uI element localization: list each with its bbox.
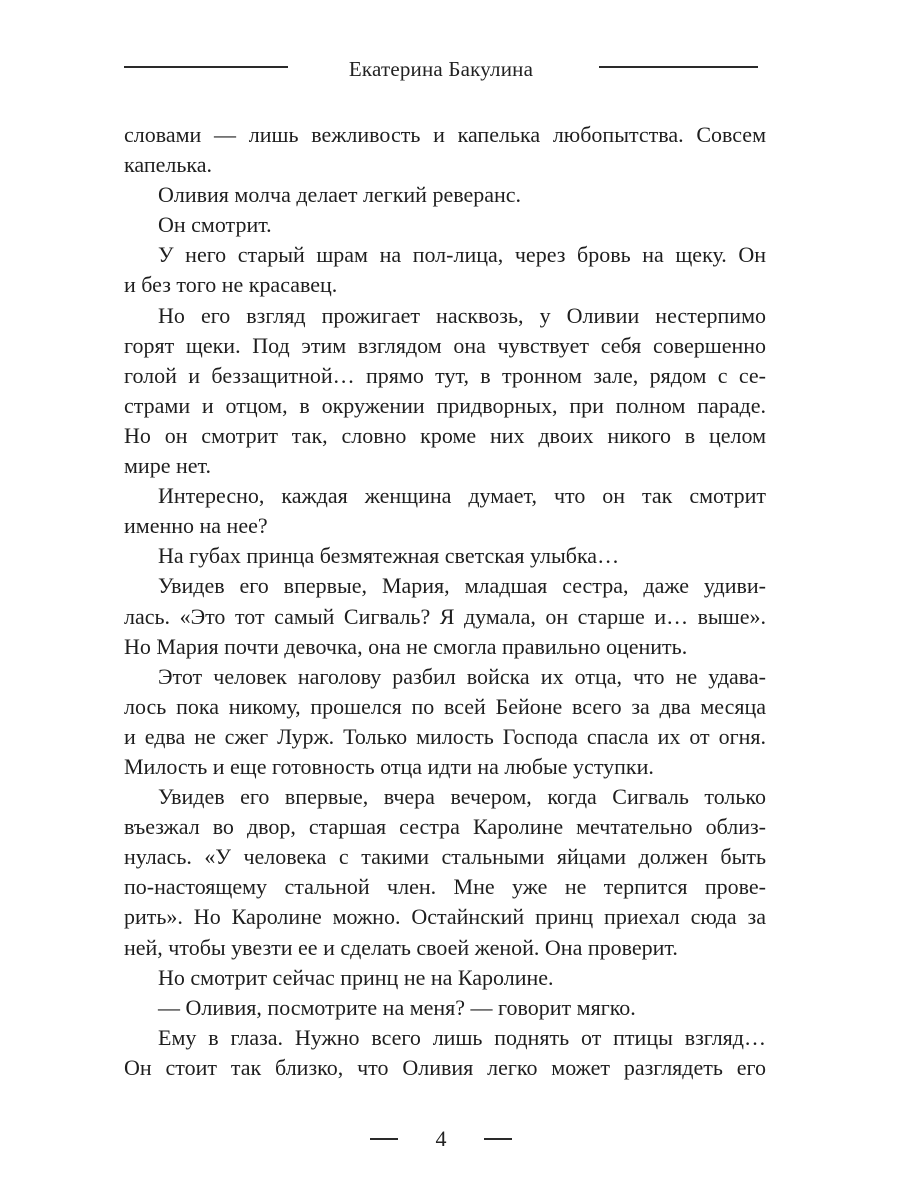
text-line: Он смотрит. — [158, 212, 272, 238]
text-line: Но Мария почти девочка, она не смогла правильно оценить. — [124, 633, 688, 659]
text-line: ней, чтобы увезти ее и сделать своей женой. Она проверит. — [124, 934, 678, 960]
text-line: именно на нее? — [124, 513, 268, 539]
running-title: Екатерина Бакулина — [348, 57, 534, 81]
body-text — [124, 120, 766, 1083]
page-footer — [370, 1124, 512, 1154]
text-line: рить». Но Каролине можно. Остайнский принц приехал сюда за — [124, 904, 766, 930]
text-line: Но он смотрит так, словно кроме них двоих никого в целом — [124, 422, 766, 448]
text-line: и без того не красавец. — [124, 272, 338, 298]
text-line: Оливия молча делает легкий реверанс. — [158, 182, 522, 208]
text-line: капелька. — [124, 152, 212, 178]
text-line: Интересно, каждая женщина думает, что он так смотрит — [158, 483, 766, 509]
text-line: лась. «Это тот самый Сигваль? Я думала, он старше и… выше». — [124, 603, 766, 629]
footer-rule-right — [484, 1138, 512, 1140]
text-line: Этот человек наголову разбил войска их отца, что не удава- — [158, 663, 766, 689]
text-line: страми и отцом, в окружении придворных, при полном параде. — [124, 392, 766, 418]
text-line: по-настоящему стальной член. Мне уже не терпится прове- — [124, 874, 766, 900]
text-line: горят щеки. Под этим взглядом она чувствует себя совершенно — [124, 332, 766, 358]
text-line: голой и беззащитной… прямо тут, в тронном зале, рядом с се- — [124, 362, 766, 388]
text-line: лось пока никому, прошелся по всей Бейоне всего за два месяца — [124, 693, 766, 719]
text-line: У него старый шрам на пол-лица, через бровь на щеку. Он — [158, 242, 766, 268]
page-number: 4 — [435, 1126, 447, 1151]
text-line: — Оливия, посмотрите на меня? — говорит мягко. — [158, 994, 636, 1020]
text-line: мире нет. — [124, 453, 211, 479]
text-line: въезжал во двор, старшая сестра Каролине мечтательно облиз- — [124, 814, 766, 840]
text-line: На губах принца безмятежная светская улыбка… — [158, 543, 620, 569]
text-line: нулась. «У человека с такими стальными яйцами должен быть — [124, 844, 766, 870]
text-line: словами — лишь вежливость и капелька любопытства. Совсем — [124, 122, 766, 147]
text-line: Ему в глаза. Нужно всего лишь поднять от птицы взгляд… — [158, 1024, 766, 1050]
text-line: Увидев его впервые, вчера вечером, когда Сигваль только — [158, 784, 766, 810]
text-line: Милость и еще готовность отца идти на любые уступки. — [124, 753, 654, 779]
text-line: и едва не сжег Лурж. Только милость Господа спасла их от огня. — [124, 723, 766, 749]
text-line: Но его взгляд прожигает насквозь, у Оливии нестерпимо — [158, 302, 766, 328]
text-line: Он стоит так близко, что Оливия легко может разглядеть его — [124, 1054, 766, 1080]
header-rule-right — [599, 66, 758, 68]
text-line: Увидев его впервые, Мария, младшая сестра, даже удиви- — [158, 573, 766, 599]
text-line: Но смотрит сейчас принц не на Каролине. — [158, 964, 554, 990]
running-header — [124, 54, 758, 84]
